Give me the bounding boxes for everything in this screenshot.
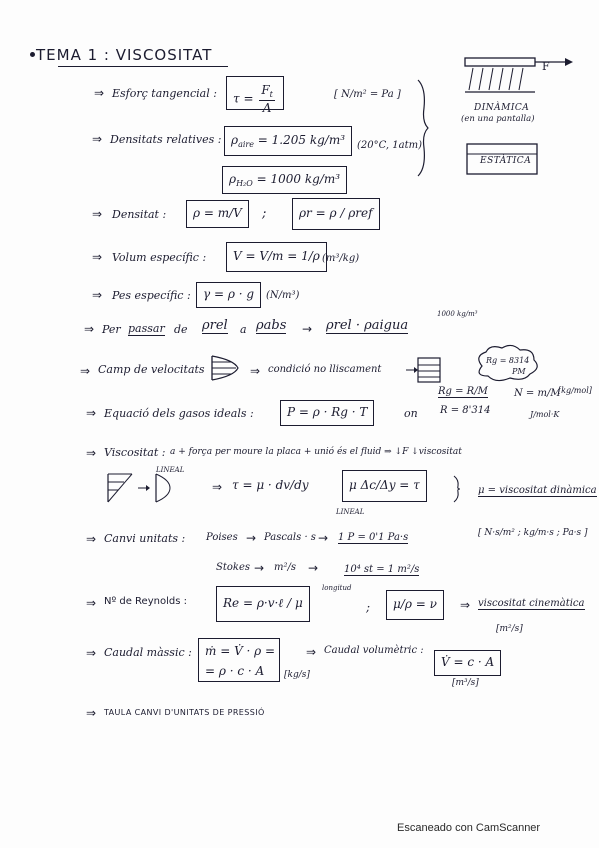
- aigua-value: = 1000 kg/m³: [256, 172, 341, 186]
- nu-formula: μ/ρ = ν: [386, 590, 444, 620]
- esforc-unit: [ N/m² = Pa ]: [334, 89, 401, 100]
- row-arrow: ⇒: [86, 646, 97, 660]
- passar-de: de: [174, 323, 188, 336]
- page-title: TEMA 1 : VISCOSITAT: [36, 46, 213, 64]
- gasos-n: N = m/M: [514, 388, 561, 399]
- linear-profile-icon: [104, 472, 174, 506]
- row-arrow: ⇒: [86, 596, 97, 610]
- camp-label: Camp de velocitats: [98, 363, 205, 376]
- densitat-semicolon: ;: [262, 206, 267, 221]
- m2s-arrow: →: [308, 561, 319, 575]
- pascals-arrow: →: [318, 531, 329, 545]
- pes-label: Pes específic :: [112, 289, 191, 302]
- estatica-label: ESTÀTICA: [480, 156, 532, 166]
- row-arrow: ⇒: [92, 250, 103, 264]
- row-arrow: ⇒: [80, 364, 91, 378]
- rho-symbol: ρ: [231, 133, 239, 147]
- caudal-f2: = ρ · c · A: [205, 664, 265, 678]
- rho-abs: ρabs: [256, 318, 287, 333]
- nu-arrow: ⇒: [460, 598, 471, 612]
- stokes-arrow: →: [254, 561, 265, 575]
- row-arrow: ⇒: [92, 132, 103, 146]
- gasos-n-unit: [kg/mol]: [558, 386, 592, 395]
- esforc-label: Esforç tangencial :: [112, 87, 217, 100]
- densitat-formula: ρ = m/V: [186, 200, 249, 228]
- velocity-field-icon: [208, 354, 244, 382]
- scanner-watermark: Escaneado con CamScanner: [397, 822, 541, 834]
- esforc-den: A: [262, 101, 272, 115]
- gasos-rg: Rg = R/M: [438, 386, 488, 397]
- viscositat-eq: τ = μ · dv/dy: [232, 478, 309, 492]
- mu-definition: μ = viscositat dinàmica: [478, 485, 597, 496]
- densitat-rel-label: Densitats relatives :: [110, 133, 222, 146]
- gasos-label: Equació dels gasos ideals :: [104, 407, 254, 420]
- viscositat-label: Viscositat :: [104, 446, 166, 459]
- esforc-lhs: τ =: [233, 91, 254, 106]
- camp-arrow: ⇒: [250, 364, 261, 378]
- volum-label: Volum específic :: [112, 251, 207, 264]
- lineal-label: LINEAL: [156, 466, 185, 474]
- nu-name: viscositat cinemàtica: [478, 598, 585, 609]
- passar-word: passar: [128, 322, 165, 335]
- row-arrow: ⇒: [84, 322, 95, 336]
- h2o-sub: H₂O: [236, 179, 253, 188]
- reynolds-label: Nº de Reynolds :: [104, 596, 187, 607]
- row-arrow: ⇒: [86, 532, 97, 546]
- brace-right: [414, 78, 434, 178]
- velocity-hatch: [469, 68, 523, 90]
- rho-result: ρrel · ρaigua: [326, 318, 409, 333]
- viscositat-text: a + força per moure la placa + unió és el fluid ⇒ ↓F ↓viscositat: [170, 447, 462, 457]
- densitat-cond: (20°C, 1atm): [357, 140, 423, 151]
- poises-arrow: →: [246, 531, 257, 545]
- camp-text: condició no lliscament: [268, 364, 382, 375]
- rho-symbol: ρ: [229, 172, 237, 186]
- caudal-formula: [198, 638, 280, 682]
- viscositat-boxed: μ Δc/Δy = τ: [342, 470, 427, 502]
- aire-sub: aire: [238, 140, 254, 149]
- title-underline: [58, 66, 228, 67]
- caudal-label: Caudal màssic :: [104, 646, 192, 659]
- row-arrow: ⇒: [92, 288, 103, 302]
- gasos-on: on: [404, 407, 418, 420]
- densitat-relativa-formula: ρr = ρ / ρref: [292, 198, 380, 230]
- densitat-aigua-formula: [222, 166, 347, 194]
- aire-value: = 1.205 kg/m³: [257, 133, 346, 147]
- caudal-vol-label: Caudal volumètric :: [324, 645, 424, 656]
- esforc-frac: [259, 84, 275, 114]
- pes-formula: γ = ρ · g: [196, 282, 261, 308]
- esforc-num-sub: t: [269, 90, 273, 99]
- row-arrow: ⇒: [86, 706, 97, 720]
- volum-formula: V = V/m = 1/ρ: [226, 242, 327, 272]
- gasos-formula: P = ρ · Rg · T: [280, 400, 374, 426]
- reynolds-note: longitud: [322, 584, 352, 592]
- poises-label: Poises: [206, 532, 238, 543]
- m2s-label: m²/s: [274, 562, 296, 573]
- dinamica-sub: (en una pantalla): [461, 114, 535, 124]
- row-arrow: ⇒: [94, 86, 105, 100]
- canvi-equiv: 1 P = 0'1 Pa·s: [338, 532, 409, 543]
- row-arrow: ⇒: [86, 406, 97, 420]
- caudal-arrow: ⇒: [306, 645, 317, 659]
- caudal-unit: [kg/s]: [284, 670, 310, 680]
- dinamica-label: DINÀMICA: [474, 103, 530, 113]
- force-label: F: [542, 60, 550, 73]
- caudal-vol-formula: V̇ = c · A: [434, 650, 501, 676]
- caudal-f1: ṁ = V̇ · ρ =: [205, 644, 276, 658]
- reynolds-semicolon: ;: [366, 600, 371, 614]
- rg-bubble-bot: PM: [512, 367, 526, 376]
- row-arrow: ⇒: [92, 207, 103, 221]
- top-plate: [465, 58, 535, 66]
- pascals-label: Pascals · s: [264, 532, 316, 543]
- rho-rel: ρrel: [202, 318, 228, 333]
- densitat-label: Densitat :: [112, 208, 167, 221]
- reynolds-formula: Re = ρ·v·ℓ / μ: [216, 586, 310, 622]
- passar-per: Per: [102, 323, 121, 336]
- pes-unit: (N/m³): [266, 290, 300, 301]
- densitat-aire-formula: [224, 126, 352, 156]
- viscositat-arrow: ⇒: [212, 480, 223, 494]
- viscositat-brace: [452, 474, 462, 504]
- esforc-formula: [226, 76, 284, 115]
- no-slip-icon: [404, 356, 444, 384]
- rg-bubble-top: Rg = 8314: [486, 356, 530, 365]
- lineal2-label: LINEAL: [336, 508, 365, 516]
- gasos-r: R = 8'314: [440, 405, 491, 416]
- stokes-label: Stokes: [216, 562, 250, 573]
- title-bullet: [30, 52, 35, 57]
- canvi-label: Canvi unitats :: [104, 532, 186, 545]
- passar-a: a: [240, 323, 247, 336]
- canvi-equiv2: 10⁴ st = 1 m²/s: [344, 564, 420, 575]
- taula-label: TAULA CANVI D'UNITATS DE PRESSIÓ: [104, 708, 265, 717]
- passar-note: 1000 kg/m³: [437, 310, 478, 318]
- row-arrow: ⇒: [86, 446, 97, 460]
- force-arrowhead: [565, 58, 573, 66]
- esforc-num: F: [261, 83, 270, 97]
- passar-arrow: →: [302, 322, 313, 336]
- nu-unit: [m²/s]: [496, 624, 523, 634]
- canvi-units: [ N·s/m² ; kg/m·s ; Pa·s ]: [478, 528, 588, 538]
- caudal-vol-unit: [m³/s]: [452, 678, 479, 688]
- volum-unit: (m³/kg): [322, 253, 360, 264]
- gasos-r-unit: J/mol·K: [530, 410, 560, 419]
